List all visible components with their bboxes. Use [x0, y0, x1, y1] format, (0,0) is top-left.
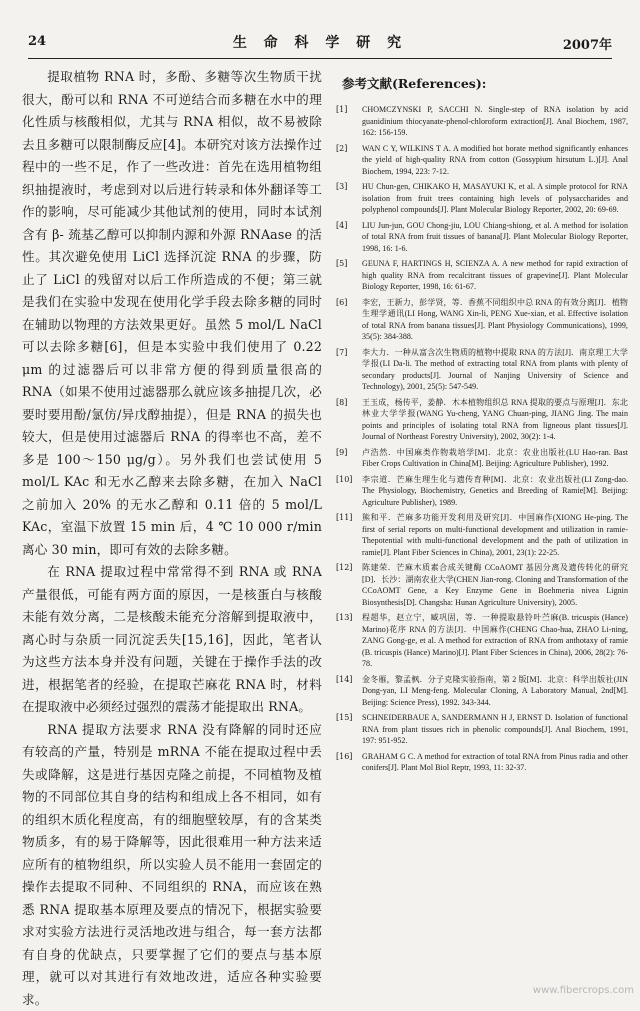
reference-text: 熊和平．芒麻多功能开发利用及研究[J]．中国麻作(XIONG He-ping. The first of serial reports on multi-functional development and utilization in ramie-Thepotential with multi-functional development and the path of utilization in ramie[J]. Plant Fiber Sciences in China), 2001, 23(1): 22-25.: [362, 512, 628, 558]
reference-number: [5]: [336, 258, 362, 293]
reference-item: [336, 104, 628, 139]
reference-item: [336, 297, 628, 343]
body-paragraph: 提取植物 RNA 时，多酚、多糖等次生物质干扰很大，酚可以和 RNA 不可逆结合而多糖在水中的理化性质与核酸相似，尤其与 RNA 相似，故不易被除去且多糖可以限制酶反应[4]。本研究对该方法操作过程中的一些不足，作了一些改进：首先在选用植物组织抽提液时，考虑到对以后进行转录和体外翻译等工作的影响，尽可能减少其他试剂的使用，同时本试剂含有 β- 巯基乙醇可以抑制内源和外源 RNAase 的活性。其次避免使用 LiCl 选择沉淀 RNA 的步骤，防止了 LiCl 的残留对以后工作所造成的不便；第三就是我们在实验中发现在使用化学手段去除多糖的同时在辅助以物理的方法效果更好。虽然 5 mol/L NaCl 可以去除多糖[6]，但是本实验中我们使用了 0.22 μm 的过滤器后可以非常方便的得到质量很高的 RNA（如果不使用过滤器那么就应该多抽提几次，必要时要用酚/氯仿/异戊醇抽提），但是 RNA 的损失也较大，但是使用过滤器后 RNA 的得率也不高，差不多是 100～150 μg/g）。另外我们也尝试使用 5 mol/L KAc 和无水乙醇来去除多糖，在加入 NaCl 之前加入 20% 的无水乙醇和 0.11 倍的 5 mol/L KAc，室温下放置 15 min 后，4 ℃ 10 000 r/min 离心 30 min，即可有效的去除多糖。: [22, 66, 322, 561]
reference-text: GEUNA F, HARTINGS H, SCIENZA A. A new method for rapid extraction of high quality RNA from recalcitrant tissues of grapevine[J]. Plant Molecular Biology Reporter, 1998, 16: 61-67.: [362, 258, 628, 293]
reference-item: [336, 474, 628, 509]
reference-text: 程超华，赵立宁，臧巩固，等．一种提取悬铃叶苎麻(B. tricuspis (Hance) Marino)花序 RNA 的方法[J]．中国麻作(CHENG Chao-hua, ZHAO Li-ning, ZANG Gong-ge, et al. A method for extraction of RNA from anthotaxy of ramie (B. tricuspis (Hance) Marino)[J]. Plant Fiber Sciences in China), 2006, 28(2): 76-78.: [362, 612, 628, 670]
reference-item: [336, 562, 628, 608]
reference-number: [9]: [336, 447, 362, 470]
reference-item: [336, 143, 628, 178]
reference-number: [15]: [336, 712, 362, 747]
reference-item: [336, 512, 628, 558]
reference-item: [336, 220, 628, 255]
reference-item: [336, 674, 628, 709]
reference-item: [336, 712, 628, 747]
reference-number: [16]: [336, 751, 362, 774]
reference-number: [12]: [336, 562, 362, 608]
reference-text: SCHNEIDERBAUE A, SANDERMANN H J, ERNST D. Isolation of functional RNA from plant tissues rich in phenolic compounds[J]. Anal Biochem, 1991, 197: 951-952.: [362, 712, 628, 747]
reference-item: [336, 447, 628, 470]
reference-number: [7]: [336, 347, 362, 393]
reference-text: CHOMCZYNSKI P, SACCHI N. Single-step of RNA isolation by acid guanidinium thiocyanate-phenol-chloroform extraction[J]. Anal Biochem, 1987, 162: 156-159.: [362, 104, 628, 139]
reference-text: 李宏，王新力，彭学贤，等．香蕉不同组织中总 RNA 的有效分离[J]．植物生理学通讯(LI Hong, WANG Xin-li, PENG Xue-xian, et al. Effective isolation of total RNA from banana tissues[J]. Plant Physiology Communications), 1999, 35(5): 384-388.: [362, 297, 628, 343]
reference-text: 金冬雁，黎孟枫．分子克隆实验指南，第 2 版[M]．北京：科学出版社(JIN Dong-yan, LI Meng-feng. Molecular Cloning, A Laboratory Manual, 2nd[M]. Beijing: Science Press), 1992. 343-344.: [362, 674, 628, 709]
running-header: [28, 30, 612, 59]
reference-number: [10]: [336, 474, 362, 509]
reference-text: 李大力．一种从富含次生物质的植物中提取 RNA 的方法[J]．南京理工大学学报(LI Da-li. The method of extracting total RNA from plants with plenty of secondary products[J]. Journal of Nanjing University of Science and Technology), 2001, 25(5): 547-549.: [362, 347, 628, 393]
journal-title: 生 命 科 学 研 究: [28, 32, 612, 52]
reference-number: [4]: [336, 220, 362, 255]
reference-number: [14]: [336, 674, 362, 709]
reference-number: [6]: [336, 297, 362, 343]
reference-number: [1]: [336, 104, 362, 139]
reference-text: GRAHAM G C. A method for extraction of total RNA from Pinus radia and other conifers[J]. Plant Mol Biol Reptr, 1993, 11: 32-37.: [362, 751, 628, 774]
reference-text: 陈建荣．芒麻木质素合成关键酶 CCoAOMT 基因分离及遗传转化的研究[D]．长沙：湖南农业大学(CHEN Jian-rong. Cloning and Transformation of the CCoAOMT Gene, a Key Enzyme Gene in Boehmeria nivea Lignin Biosynthesis[D]. Changsha: Hunan Agriculture University), 2005.: [362, 562, 628, 608]
reference-text: 王玉成，杨传平，姜静．木本植物组织总 RNA 提取的要点与原理[J]．东北林业大学学报(WANG Yu-cheng, YANG Chuan-ping, JIANG Jing. The main points and principles of isolating total RNA from ligneous plant tissues[J]. Journal of Northeast Forestry University), 2002, 30(2): 1-4.: [362, 397, 628, 443]
reference-text: 卢浩然．中国麻类作物栽培学[M]．北京：农业出版社(LU Hao-ran. Bast Fiber Crops Cultivation in China[M]. Beijing: Agriculture Publisher), 1992.: [362, 447, 628, 470]
reference-item: [336, 612, 628, 670]
body-text-column: [22, 66, 322, 986]
page-number: 24: [28, 34, 46, 49]
body-paragraph: 在 RNA 提取过程中常常得不到 RNA 或 RNA 产量很低，可能有两方面的原因，一是核蛋白与核酸未能有效分离，二是核酸未能充分溶解到提取液中，离心时与杂质一同沉淀丢失[15,16]，因此，笔者认为这些方法本身并没有问题，关键在于操作手法的改进，根据笔者的经验，在提取芒麻花 RNA 时，材料在提取液中必须经过强烈的震荡才能提取出 RNA。: [22, 561, 322, 719]
reference-item: [336, 181, 628, 216]
references-column: [336, 66, 628, 996]
reference-text: HU Chun-gen, CHIKAKO H, MASAYUKI K, et al. A simple protocol for RNA isolation from fruit trees containing high levels of polysaccharides and polyphenol compounds[J]. Plant Molecular Biology Reporter, 2002, 20: 69-69.: [362, 181, 628, 216]
reference-item: [336, 347, 628, 393]
reference-number: [8]: [336, 397, 362, 443]
references-heading: 参考文献(References):: [342, 74, 628, 92]
reference-text: 李宗道．芒麻生理生化与遗传育种[M]．北京：农业出版社(LI Zong-dao. The Physiology, Biochemistry, Genetics and Breeding of Ramie[M]. Beijing: Agriculture Publisher), 1989.: [362, 474, 628, 509]
reference-number: [3]: [336, 181, 362, 216]
issue-year: 2007年: [563, 34, 612, 53]
reference-number: [13]: [336, 612, 362, 670]
reference-number: [11]: [336, 512, 362, 558]
reference-text: WAN C Y, WILKINS T A. A modified hot borate method significantly enhances the yield of high-quality RNA from cotton (Gossypium hirsutum L.)[J]. Anal Biochem, 1994, 223: 7-12.: [362, 143, 628, 178]
reference-item: [336, 397, 628, 443]
reference-item: [336, 751, 628, 774]
website-watermark: www.fibercrops.com: [533, 985, 634, 996]
reference-text: LIU Jun-jun, GOU Chong-jiu, LOU Chiang-shiong, et al. A method for isolation of total RNA from fruit tissues of banana[J]. Plant Molecular Biology Reporter, 1998, 16: 1-6.: [362, 220, 628, 255]
reference-item: [336, 258, 628, 293]
body-paragraph: RNA 提取方法要求 RNA 没有降解的同时还应有较高的产量，特别是 mRNA 不能在提取过程中丢失或降解，这是进行基因克隆之前提，不同植物及植物的不同部位其自身的结构和组成上各不相同，如有的组织木质化程度高，有的细胞壁较厚，有的含某类物质多，有的易于降解等，因此很难用一种方法来适应所有的植物组织，所以实验人员不能用一套固定的操作去提取不同种、不同组织的 RNA，而应该在熟悉 RNA 提取基本原理及要点的情况下，根据实验要求对实验方法进行灵活地改进与组合，每一套方法都有自身的优缺点，只要掌握了它们的要点与基本原理，就可以对其进行有效地改进，适应各种实验要求。: [22, 719, 322, 1011]
reference-number: [2]: [336, 143, 362, 178]
